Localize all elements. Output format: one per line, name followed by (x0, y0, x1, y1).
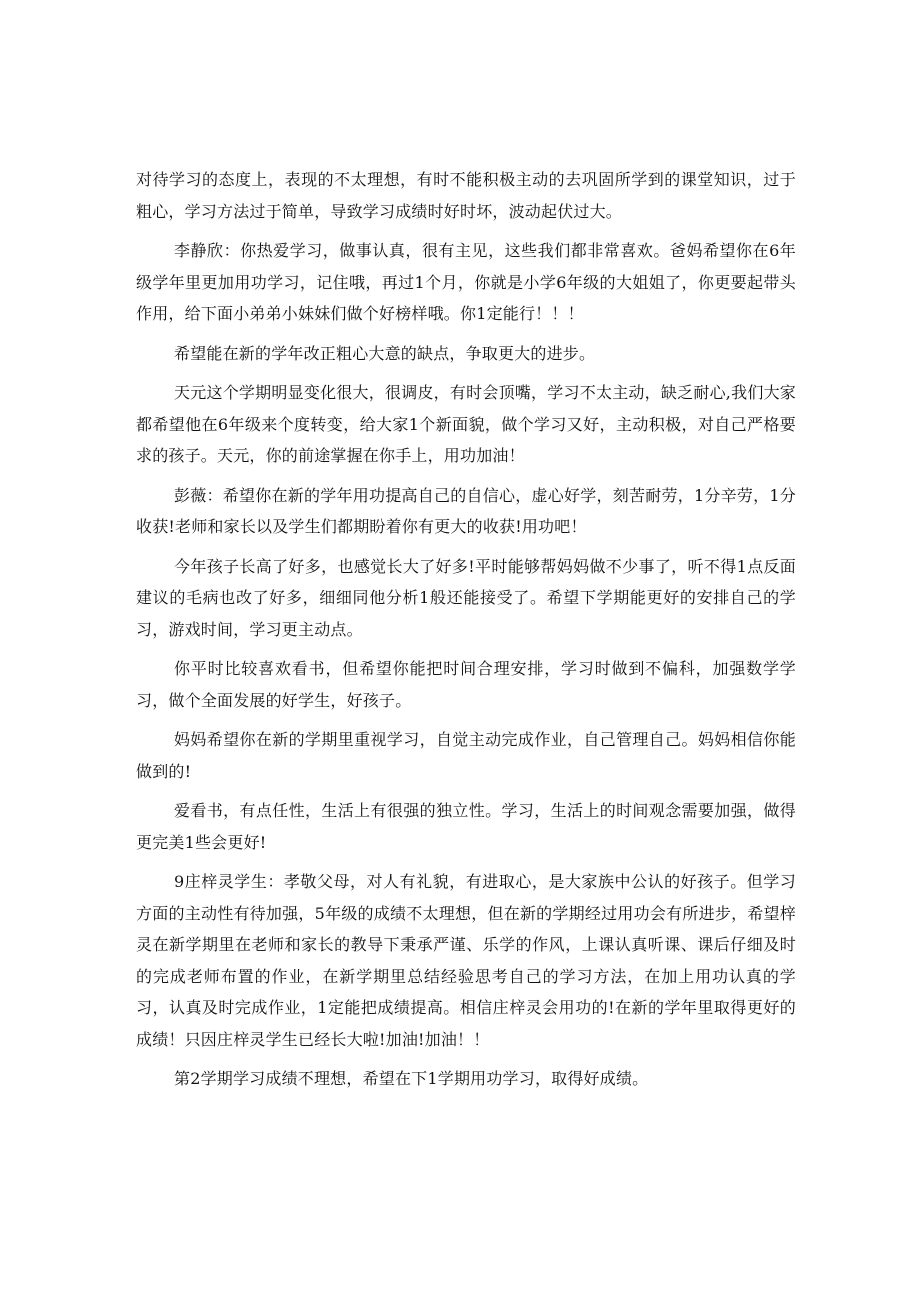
paragraph-8: 妈妈希望你在新的学期里重视学习，自觉主动完成作业，自己管理自己。妈妈相信你能做到的! (136, 730, 796, 781)
paragraph-1: 对待学习的态度上，表现的不太理想，有时不能积极主动的去巩固所学到的课堂知识，过于粗心，学习方法过于简单，导致学习成绩时好时坏，波动起伏过大。 (136, 170, 796, 221)
paragraph-11: 第2学期学习成绩不理想，希望在下1学期用功学习，取得好成绩。 (174, 1069, 649, 1088)
paragraph-2: 李静欣：你热爱学习，做事认真，很有主见，这些我们都非常喜欢。爸妈希望你在6年级学年里更加用功学习，记住哦，再过1个月，你就是小学6年级的大姐姐了，你更要起带头作用，给下面小弟弟小妹妹们做个好榜样哦。你1定能行！！！ (136, 241, 796, 323)
document-body (136, 164, 796, 1103)
paragraph-10: 9庄梓灵学生：孝敬父母，对人有礼貌，有进取心，是大家族中公认的好孩子。但学习方面的主动性有待加强，5年级的成绩不太理想，但在新的学期经过用功会有所进步，希望梓灵在新学期里在老师和家长的教导下秉承严谨、乐学的作风，上课认真听课、课后仔细及时的完成老师布置的作业，在新学期里总结经验思考自己的学习方法，在加上用功认真的学习，认真及时完成作业，1定能把成绩提高。相信庄梓灵会用功的!在新的学年里取得更好的成绩！只因庄梓灵学生已经长大啦!加油!加油！！ (136, 872, 796, 1049)
paragraph-3: 希望能在新的学年改正粗心大意的缺点，争取更大的进步。 (174, 343, 596, 363)
paragraph-4: 天元这个学期明显变化很大，很调皮，有时会顶嘴，学习不太主动，缺乏耐心,我们大家都希望他在6年级来个度转变，给大家1个新面貌，做个学习又好，主动积极，对自己严格要求的孩子。天元，你的前途掌握在你手上，用功加油！ (136, 383, 796, 465)
paragraph-7: 你平时比较喜欢看书，但希望你能把时间合理安排，学习时做到不偏科，加强数学学习，做个全面发展的好学生，好孩子。 (136, 659, 796, 710)
paragraph-6: 今年孩子长高了好多，也感觉长大了好多!平时能够帮妈妈做不少事了，听不得1点反面建议的毛病也改了好多，细细同他分析1般还能接受了。希望下学期能更好的安排自己的学习，游戏时间，学习更主动点。 (136, 556, 796, 639)
paragraph-5: 彭薇：希望你在新的学年用功提高自己的自信心，虚心好学，刻苦耐劳，1分辛劳，1分收获!老师和家长以及学生们都期盼着你有更大的收获!用功吧！ (136, 485, 796, 536)
paragraph-9: 爱看书，有点任性，生活上有很强的独立性。学习，生活上的时间观念需要加强，做得更完美1些会更好! (136, 801, 796, 852)
